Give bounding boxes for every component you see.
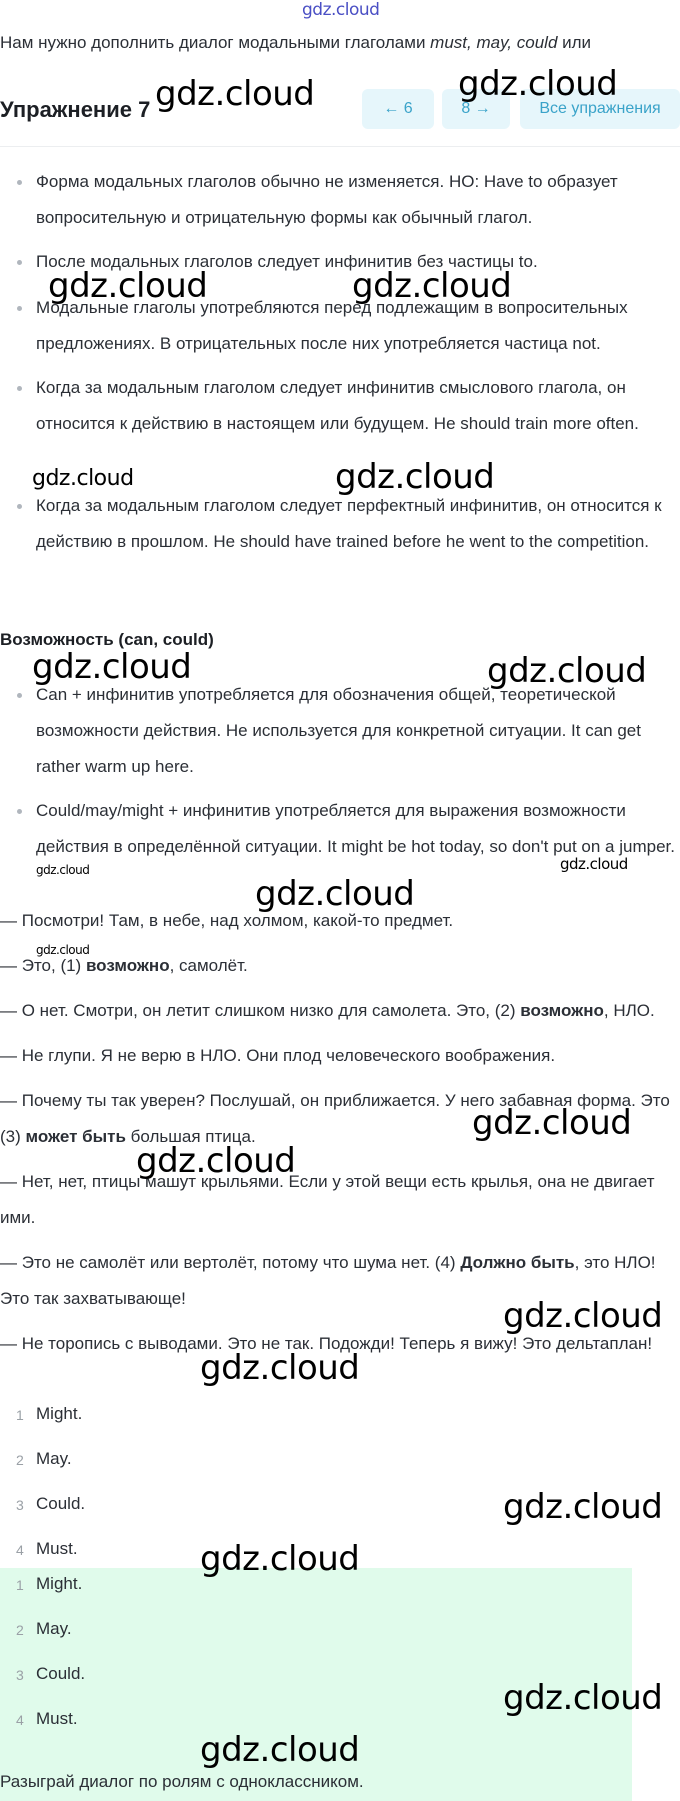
dialogue-line: — О нет. Смотри, он летит слишком низко для самолета. Это, (2) возможно, НЛО.	[0, 1001, 655, 1020]
watermark: gdz.cloud	[36, 863, 90, 877]
possibility-rule-item: Can + инфинитив употребляется для обозначения общей, теоретической возможности действия. Не используется для конкретной ситуации. It can get rather warm up here.	[36, 677, 676, 785]
dialogue-line: — Нет, нет, птицы машут крыльями. Если у этой вещи есть крылья, она не двигает ими.	[0, 1172, 655, 1227]
watermark: gdz.cloud	[32, 647, 192, 687]
watermark: gdz.cloud	[136, 1141, 296, 1181]
header-divider	[0, 146, 680, 147]
dialogue-line: — Это, (1) возможно, самолёт.	[0, 956, 248, 975]
watermark: gdz.cloud	[200, 1348, 360, 1388]
watermark: gdz.cloud	[560, 855, 628, 873]
watermark: gdz.cloud	[48, 266, 208, 306]
rule-item: Модальные глаголы употребляются перед подлежащим в вопросительных предложениях. В отрицательных после них употребляется частица not.	[36, 290, 676, 362]
watermark: gdz.cloud	[458, 64, 618, 104]
all-exercises-button[interactable]: Все упражнения	[520, 89, 680, 129]
watermark: gdz.cloud	[335, 457, 495, 497]
watermark: gdz.cloud	[32, 466, 134, 491]
watermark: gdz.cloud	[503, 1296, 663, 1336]
intro-text: Нам нужно дополнить диалог модальными глаголами must, may, could или	[0, 33, 592, 52]
dialogue-line: — Это не самолёт или вертолёт, потому что шума нет. (4) Должно быть, это НЛО! Это так захватывающе!	[0, 1253, 656, 1308]
watermark: gdz.cloud	[255, 874, 415, 914]
watermark: gdz.cloud	[155, 74, 315, 114]
watermark: gdz.cloud	[36, 943, 90, 957]
watermark: gdz.cloud	[472, 1103, 632, 1143]
dialogue-line: — Не глупи. Я не верю в НЛО. Они плод человеческого воображения.	[0, 1046, 556, 1065]
rule-item: Форма модальных глаголов обычно не изменяется. НО: Have to образует вопросительную и отрицательную формы как обычный глагол.	[36, 164, 676, 236]
outro-text: Разыграй диалог по ролям с одноклассником.	[0, 1772, 364, 1791]
rule-item: Когда за модальным глаголом следует инфинитив смыслового глагола, он относится к действию в настоящем или будущем. He should train more often.	[36, 370, 676, 442]
rule-item: После модальных глаголов следует инфинитив без частицы to.	[36, 244, 676, 280]
site-watermark: gdz.cloud	[302, 0, 380, 20]
watermark: gdz.cloud	[352, 266, 512, 306]
next-exercise-button[interactable]: 8 →	[442, 89, 510, 129]
section-title: Возможность (can, could)	[0, 630, 214, 649]
watermark: gdz.cloud	[200, 1730, 360, 1770]
watermark: gdz.cloud	[503, 1487, 663, 1527]
possibility-rule-item: Could/may/might + инфинитив употребляется для выражения возможности действия в определённой ситуации. It might be hot today, so don't put on a jumper.	[36, 793, 676, 865]
rule-item: Когда за модальным глаголом следует перфектный инфинитив, он относится к действию в прошлом. He should have trained before he went to the competition.	[36, 488, 676, 560]
dialogue-line: — Посмотри! Там, в небе, над холмом, какой-то предмет.	[0, 911, 454, 930]
dialogue-line: — Не торопись с выводами. Это не так. Подожди! Теперь я вижу! Это дельтаплан!	[0, 1334, 653, 1353]
page-title: Упражнение 7	[0, 97, 151, 122]
watermark: gdz.cloud	[503, 1678, 663, 1718]
watermark: gdz.cloud	[487, 651, 647, 691]
dialogue-line: — Почему ты так уверен? Послушай, он приближается. У него забавная форма. Это (3) может быть большая птица.	[0, 1091, 670, 1146]
watermark: gdz.cloud	[200, 1539, 360, 1579]
prev-exercise-button[interactable]: ← 6	[362, 89, 434, 129]
